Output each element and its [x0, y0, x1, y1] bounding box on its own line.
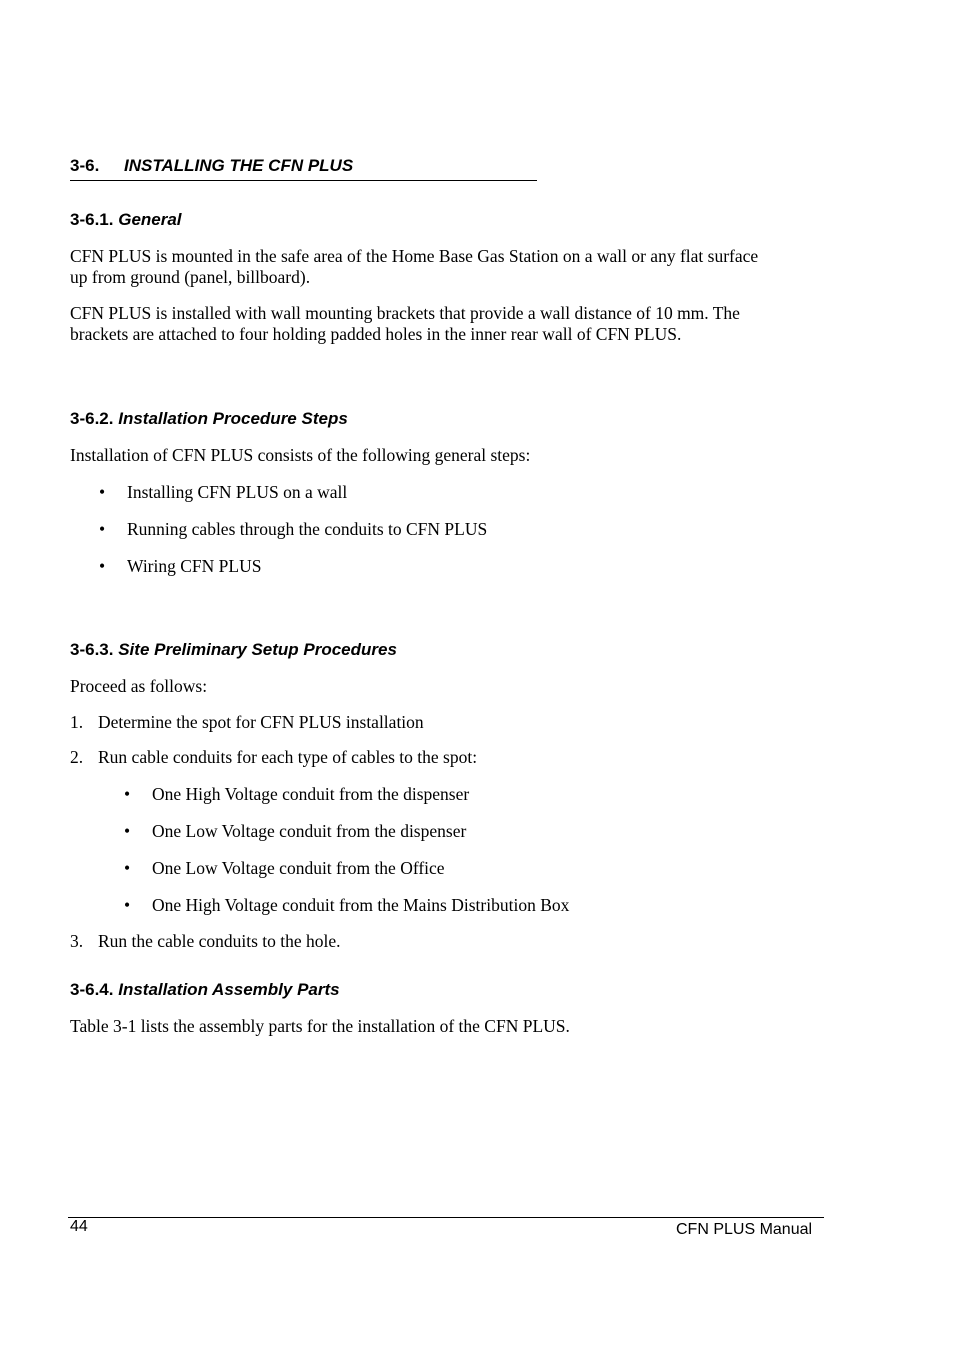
page-number: 44 — [70, 1218, 88, 1235]
bullet-icon: • — [124, 821, 131, 841]
list-item-text: One Low Voltage conduit from the Office — [152, 858, 445, 878]
step-text: Determine the spot for CFN PLUS installation — [98, 712, 424, 732]
footer-title: CFN PLUS Manual — [676, 1221, 813, 1238]
step-text: Run the cable conduits to the hole. — [98, 931, 341, 951]
subsection-title: Installation Assembly Parts — [118, 980, 340, 999]
paragraph-general-2 — [70, 303, 820, 345]
bullet-icon: • — [99, 519, 106, 539]
list-item-text: One Low Voltage conduit from the dispenser — [152, 821, 467, 841]
text-line: brackets are attached to four holding padded holes in the inner rear wall of CFN PLUS. — [70, 324, 682, 344]
list-item-text: One High Voltage conduit from the dispenser — [152, 784, 470, 804]
text-line: CFN PLUS is installed with wall mounting brackets that provide a wall distance of 10 mm. The — [70, 303, 740, 323]
list-item-text: One High Voltage conduit from the Mains Distribution Box — [152, 895, 570, 915]
paragraph-general-1 — [70, 246, 820, 288]
subsection-number: 3-6.2. — [70, 409, 114, 428]
subsection-number: 3-6.1. — [70, 210, 114, 229]
bullet-icon: • — [124, 895, 131, 915]
procedure-intro: Installation of CFN PLUS consists of the following general steps: — [70, 445, 531, 465]
subsection-number: 3-6.4. — [70, 980, 114, 999]
bullet-icon: • — [99, 482, 106, 502]
subsection-heading-setup — [70, 640, 397, 660]
subsection-heading-parts — [70, 980, 340, 1000]
bullet-icon: • — [99, 556, 106, 576]
subsection-title: General — [118, 210, 182, 229]
subsection-number: 3-6.3. — [70, 640, 114, 659]
step-number: 1. — [70, 712, 84, 732]
section-title: INSTALLING THE CFN PLUS — [124, 156, 354, 175]
text-line: CFN PLUS is mounted in the safe area of the Home Base Gas Station on a wall or any flat surface — [70, 246, 759, 266]
subsection-heading-general — [70, 210, 182, 230]
subsection-title: Site Preliminary Setup Procedures — [118, 640, 397, 659]
step-text: Run cable conduits for each type of cables to the spot: — [98, 747, 478, 767]
section-number: 3-6. — [70, 156, 100, 175]
footer-divider — [68, 1217, 824, 1218]
subsection-title: Installation Procedure Steps — [118, 409, 348, 428]
list-item-text: Running cables through the conduits to CFN PLUS — [127, 519, 488, 539]
parts-text: Table 3-1 lists the assembly parts for the installation of the CFN PLUS. — [70, 1016, 570, 1036]
subsection-heading-procedure — [70, 409, 348, 429]
section-heading — [70, 156, 537, 181]
text-line: up from ground (panel, billboard). — [70, 267, 311, 287]
bullet-icon: • — [124, 784, 131, 804]
bullet-icon: • — [124, 858, 131, 878]
list-item-text: Wiring CFN PLUS — [127, 556, 262, 576]
step-number: 2. — [70, 747, 84, 767]
list-item-text: Installing CFN PLUS on a wall — [127, 482, 348, 502]
step-number: 3. — [70, 931, 84, 951]
setup-intro: Proceed as follows: — [70, 676, 208, 696]
